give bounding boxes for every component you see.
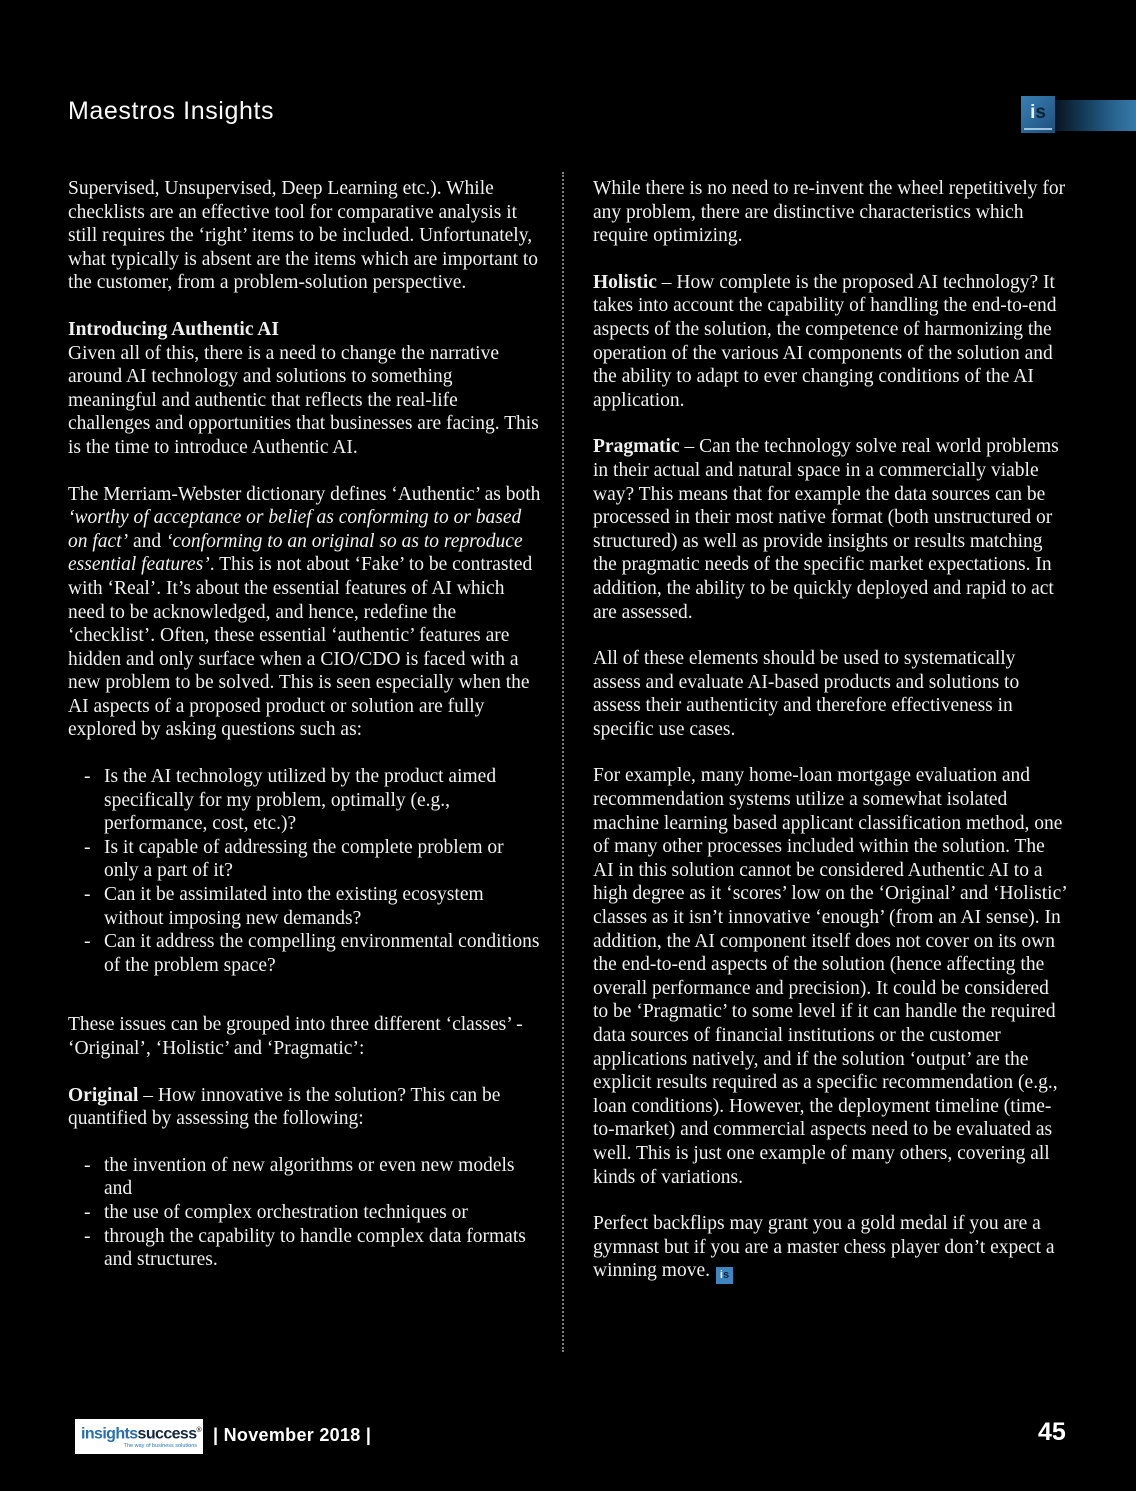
list-item: [68, 836, 542, 883]
brand-monogram-s: s: [1035, 102, 1046, 123]
questions-list: [68, 765, 542, 977]
publisher-logo-wordmark: [81, 1421, 202, 1443]
list-item: [68, 930, 542, 977]
list-item-text: Is it capable of addressing the complete problem or only a part of it?: [104, 836, 504, 882]
list-item: [68, 1154, 542, 1201]
paragraph-dictionary: [68, 483, 542, 743]
paragraph-pragmatic: [593, 435, 1067, 624]
list-bullet: -: [84, 931, 91, 953]
paragraph: Given all of this, there is a need to change the narrative around AI technology and solutions to something meaningful and authentic that reflects the real-life challenges and opportunities that businesses are facing. This is the time to introduce Authentic AI.: [68, 342, 539, 458]
publisher-tagline: The way of business solutions: [123, 1443, 197, 1450]
list-item-text: the use of complex orchestration techniques or: [104, 1201, 468, 1223]
text-run: – Can the technology solve real world problems in their actual and natural space in a commercially viable way? This means that for example the data sources can be processed in their most native format (both unstructured or structured) as well as provide insights or results matching the pragmatic needs of the specific market expectations. In addition, the ability to be quickly deployed and rapid to act are assessed.: [593, 436, 1059, 623]
text-run: . This is not about ‘Fake’ to be contrasted with ‘Real’. It’s about the essential features of AI which need to be acknowledged, and hence, redefine the ‘checklist’. Often, these essential ‘authentic’ features are hidden and only surface when a CIO/CDO is faced with a new problem to be solved. This is seen especially when the AI aspects of a proposed product or solution are fully explored by asking questions such as:: [68, 554, 533, 741]
class-name-original: Original: [68, 1084, 139, 1106]
text-run: – How innovative is the solution? This can be quantified by assessing the following:: [68, 1084, 501, 1130]
list-item: [68, 765, 542, 836]
text-run: and: [128, 530, 167, 552]
brand-word-insights: insights: [81, 1425, 138, 1443]
list-item: [68, 883, 542, 930]
page-title: Maestros Insights: [68, 97, 275, 125]
brand-word-success: success: [137, 1425, 197, 1443]
paragraph-closing: [593, 1212, 1067, 1284]
section-heading: Introducing Authentic AI: [68, 318, 279, 340]
list-item-text: Can it address the compelling environmental conditions of the problem space?: [104, 931, 540, 976]
list-item: [68, 1201, 542, 1225]
list-bullet: -: [84, 1225, 91, 1247]
list-bullet: -: [84, 1154, 91, 1176]
brand-monogram-i: i: [719, 1269, 723, 1282]
publisher-logo: [75, 1419, 203, 1454]
text-run: Perfect backflips may grant you a gold medal if you are a gymnast but if you are a master chess player don’t expect a winning move.: [593, 1213, 1055, 1282]
paragraph: These issues can be grouped into three different ‘classes’ - ‘Original’, ‘Holistic’ and ‘Pragmatic’:: [68, 1014, 523, 1059]
paragraph-original: [68, 1084, 542, 1131]
list-item: [68, 1225, 542, 1272]
registered-mark: ®: [196, 1427, 202, 1434]
text-run: – How complete is the proposed AI technology? It takes into account the capability of handling the end-to-end aspects of the solution, the competence of harmonizing the operation of the various AI components of the solution and the ability to adapt to ever changing conditions of the AI application.: [593, 271, 1057, 411]
right-column: [593, 177, 1067, 1307]
paragraph-holistic: [593, 271, 1067, 413]
text-run: The Merriam-Webster dictionary defines ‘Authentic’ as both: [68, 483, 541, 505]
paragraph: Supervised, Unsupervised, Deep Learning etc.). While checklists are an effective tool for comparative analysis it still requires the ‘right’ items to be included. Unfortunately, what typically is absent are the items which are important to the customer, from a problem-solution perspective.: [68, 178, 539, 294]
italic-quote: ‘worthy of acceptance or belief as conforming to or based on fact’: [68, 507, 522, 552]
paragraph: While there is no need to re-invent the wheel repetitively for any problem, there are distinctive characteristics which require optimizing.: [593, 178, 1066, 247]
issue-date: | November 2018 |: [213, 1425, 372, 1445]
end-of-article-icon: [716, 1267, 733, 1284]
brand-monogram-strip: [1024, 128, 1052, 130]
brand-monogram-icon: [1021, 96, 1055, 133]
list-item-text: through the capability to handle complex data formats and structures.: [104, 1225, 526, 1271]
header-gradient-bar: [1055, 100, 1136, 131]
paragraph: All of these elements should be used to systematically assess and evaluate AI-based products and solutions to assess their authenticity and therefore effectiveness in specific use cases.: [593, 648, 1020, 740]
list-bullet: -: [84, 1201, 91, 1223]
italic-quote: ‘conforming to an original so as to reproduce essential features’: [68, 530, 523, 576]
list-item-text: the invention of new algorithms or even new models and: [104, 1154, 515, 1200]
original-criteria-list: [68, 1154, 542, 1272]
paragraph: For example, many home-loan mortgage evaluation and recommendation systems utilize a somewhat isolated machine learning based applicant classification method, one of many other processes included within the solution. The AI in this solution cannot be considered Authentic AI to a high degree as it ‘scores’ low on the ‘Original’ and ‘Holistic’ classes as it isn’t innovative ‘enough’ (from an AI sense). In addition, the AI component itself does not cover on its own the end-to-end aspects of the solution (hence affecting the overall performance and precision). It could be considered to be ‘Pragmatic’ to some level if it can handle the required data sources of financial institutions or the customer applications natively, and if the solution ‘output’ are the explicit results required as a specific recommendation (e.g., loan conditions). However, the deployment timeline (time-to-market) and commercial aspects need to be evaluated as well. This is just one example of many others, covering all kinds of variations.: [593, 765, 1067, 1188]
list-bullet: -: [84, 836, 91, 858]
class-name-holistic: Holistic: [593, 271, 657, 293]
brand-monogram-i: i: [1030, 102, 1036, 123]
brand-monogram-s: s: [722, 1269, 730, 1282]
list-bullet: -: [84, 884, 91, 906]
left-column: [68, 177, 542, 1295]
list-item-text: Can it be assimilated into the existing ecosystem without imposing new demands?: [104, 884, 484, 929]
column-divider: [562, 172, 564, 1352]
class-name-pragmatic: Pragmatic: [593, 436, 680, 458]
list-item-text: Is the AI technology utilized by the product aimed specifically for my problem, optimally (e.g., performance, cost, etc.)?: [104, 766, 497, 835]
page-number: 45: [1038, 1418, 1066, 1446]
list-bullet: -: [84, 766, 91, 788]
